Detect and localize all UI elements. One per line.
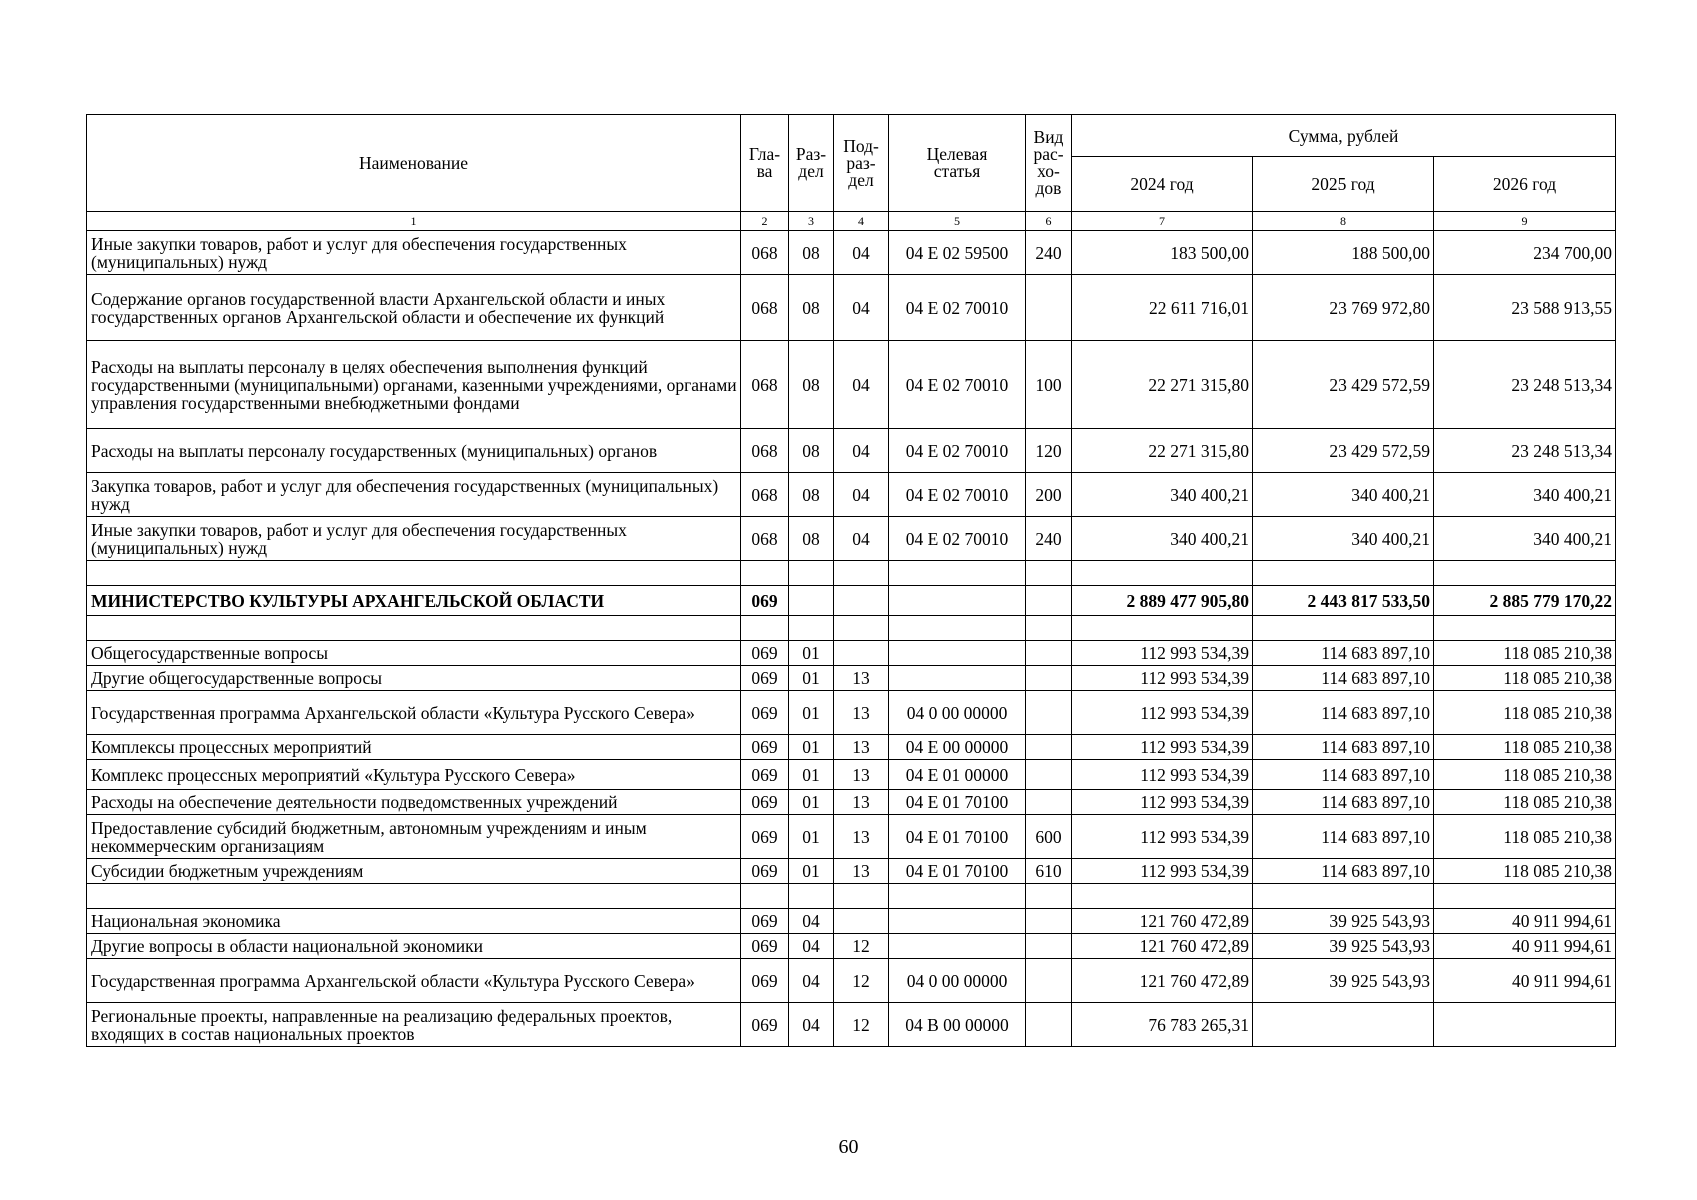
- table-row: [87, 1003, 1616, 1047]
- row-chapter: 068: [741, 473, 789, 517]
- table-row: [87, 909, 1616, 934]
- row-amount-2024: 2 889 477 905,80: [1072, 586, 1253, 616]
- row-section: 04: [789, 934, 834, 959]
- table-row: [87, 859, 1616, 884]
- row-name: Расходы на обеспечение деятельности подведомственных учреждений: [87, 790, 741, 815]
- row-name: Национальная экономика: [87, 909, 741, 934]
- row-name: Комплексы процессных мероприятий: [87, 735, 741, 760]
- row-section: 04: [789, 1003, 834, 1047]
- empty-cell: [87, 561, 741, 586]
- row-amount-2025: 188 500,00: [1253, 231, 1434, 275]
- header-chapter: Гла- ва: [741, 115, 789, 212]
- row-amount-2024: 112 993 534,39: [1072, 859, 1253, 884]
- row-amount-2025: 340 400,21: [1253, 473, 1434, 517]
- row-amount-2026: 118 085 210,38: [1434, 859, 1616, 884]
- row-subsection: 13: [834, 666, 889, 691]
- row-amount-2024: 340 400,21: [1072, 473, 1253, 517]
- row-name: Предоставление субсидий бюджетным, автономным учреждениям и иным некоммерческим организациям: [87, 815, 741, 859]
- table-body: [87, 231, 1616, 1047]
- row-section: 01: [789, 691, 834, 735]
- row-expense-type: [1026, 760, 1072, 790]
- row-amount-2024: 22 271 315,80: [1072, 429, 1253, 473]
- table-row: [87, 429, 1616, 473]
- row-expense-type: [1026, 790, 1072, 815]
- row-amount-2024: 112 993 534,39: [1072, 790, 1253, 815]
- empty-cell: [1434, 561, 1616, 586]
- row-chapter: 069: [741, 859, 789, 884]
- row-name: Расходы на выплаты персоналу в целях обеспечения выполнения функций государственными (муниципальными) органами, казенными учреждениями, органами управления государственными внебюджетными фондами: [87, 341, 741, 429]
- row-subsection: 13: [834, 691, 889, 735]
- row-expense-type: 100: [1026, 341, 1072, 429]
- row-subsection: 13: [834, 735, 889, 760]
- row-subsection: [834, 641, 889, 666]
- row-section: 08: [789, 429, 834, 473]
- header-sum: Сумма, рублей: [1072, 115, 1616, 157]
- row-amount-2026: 118 085 210,38: [1434, 790, 1616, 815]
- row-amount-2024: 22 271 315,80: [1072, 341, 1253, 429]
- row-chapter: 069: [741, 790, 789, 815]
- row-amount-2024: 112 993 534,39: [1072, 815, 1253, 859]
- row-subsection: 12: [834, 934, 889, 959]
- table-row: [87, 341, 1616, 429]
- row-name: Субсидии бюджетным учреждениям: [87, 859, 741, 884]
- row-chapter: 069: [741, 934, 789, 959]
- row-amount-2024: 183 500,00: [1072, 231, 1253, 275]
- ministry-row: [87, 586, 1616, 616]
- row-name: Региональные проекты, направленные на реализацию федеральных проектов, входящих в состав национальных проектов: [87, 1003, 741, 1047]
- row-amount-2026: 23 248 513,34: [1434, 341, 1616, 429]
- row-expense-type: [1026, 691, 1072, 735]
- column-number: 1: [87, 212, 741, 231]
- row-amount-2025: 23 769 972,80: [1253, 275, 1434, 341]
- row-amount-2024: 76 783 265,31: [1072, 1003, 1253, 1047]
- table-row: [87, 959, 1616, 1003]
- row-chapter: 069: [741, 760, 789, 790]
- row-section: 04: [789, 909, 834, 934]
- row-expense-type: 200: [1026, 473, 1072, 517]
- row-chapter: 068: [741, 341, 789, 429]
- row-section: 01: [789, 666, 834, 691]
- row-amount-2026: 40 911 994,61: [1434, 909, 1616, 934]
- row-subsection: 04: [834, 517, 889, 561]
- empty-cell: [1072, 616, 1253, 641]
- table-row: [87, 691, 1616, 735]
- row-section: 01: [789, 641, 834, 666]
- row-target-article: [889, 586, 1026, 616]
- empty-cell: [889, 616, 1026, 641]
- table-row: [87, 815, 1616, 859]
- empty-cell: [741, 884, 789, 909]
- empty-cell: [1253, 616, 1434, 641]
- row-chapter: 068: [741, 275, 789, 341]
- row-section: 01: [789, 735, 834, 760]
- row-amount-2025: 23 429 572,59: [1253, 341, 1434, 429]
- table-row: [87, 790, 1616, 815]
- empty-cell: [1253, 884, 1434, 909]
- row-name: Другие вопросы в области национальной экономики: [87, 934, 741, 959]
- row-target-article: 04 Е 02 70010: [889, 275, 1026, 341]
- table-row: [87, 517, 1616, 561]
- empty-cell: [1434, 616, 1616, 641]
- row-amount-2025: 23 429 572,59: [1253, 429, 1434, 473]
- row-target-article: 04 Е 00 00000: [889, 735, 1026, 760]
- empty-cell: [834, 884, 889, 909]
- row-section: 01: [789, 790, 834, 815]
- row-amount-2026: 40 911 994,61: [1434, 959, 1616, 1003]
- row-subsection: 04: [834, 473, 889, 517]
- column-number: 8: [1253, 212, 1434, 231]
- empty-cell: [741, 561, 789, 586]
- row-name: Государственная программа Архангельской области «Культура Русского Севера»: [87, 959, 741, 1003]
- row-expense-type: [1026, 666, 1072, 691]
- row-amount-2025: 39 925 543,93: [1253, 909, 1434, 934]
- row-amount-2024: 112 993 534,39: [1072, 760, 1253, 790]
- header-target-article: Целевая статья: [889, 115, 1026, 212]
- row-expense-type: [1026, 275, 1072, 341]
- row-amount-2026: 40 911 994,61: [1434, 934, 1616, 959]
- row-target-article: 04 Е 02 70010: [889, 429, 1026, 473]
- row-amount-2024: 112 993 534,39: [1072, 735, 1253, 760]
- row-section: 01: [789, 859, 834, 884]
- row-amount-2026: 118 085 210,38: [1434, 815, 1616, 859]
- row-target-article: 04 Е 02 70010: [889, 341, 1026, 429]
- spacer-row: [87, 561, 1616, 586]
- header-year-2026: 2026 год: [1434, 157, 1616, 212]
- row-amount-2026: 118 085 210,38: [1434, 735, 1616, 760]
- row-section: 01: [789, 815, 834, 859]
- row-amount-2025: 2 443 817 533,50: [1253, 586, 1434, 616]
- row-amount-2024: 112 993 534,39: [1072, 666, 1253, 691]
- row-expense-type: [1026, 934, 1072, 959]
- header-year-2024: 2024 год: [1072, 157, 1253, 212]
- row-chapter: 069: [741, 666, 789, 691]
- table-row: [87, 231, 1616, 275]
- row-amount-2024: 112 993 534,39: [1072, 691, 1253, 735]
- row-amount-2026: 234 700,00: [1434, 231, 1616, 275]
- table-row: [87, 934, 1616, 959]
- row-subsection: 12: [834, 1003, 889, 1047]
- page-number: 60: [838, 1136, 859, 1158]
- row-subsection: [834, 909, 889, 934]
- row-name: Иные закупки товаров, работ и услуг для обеспечения государственных (муниципальных) нужд: [87, 517, 741, 561]
- row-amount-2024: 340 400,21: [1072, 517, 1253, 561]
- row-chapter: 069: [741, 735, 789, 760]
- row-amount-2024: 121 760 472,89: [1072, 934, 1253, 959]
- header-section: Раз- дел: [789, 115, 834, 212]
- row-expense-type: [1026, 735, 1072, 760]
- row-name: Комплекс процессных мероприятий «Культура Русского Севера»: [87, 760, 741, 790]
- header-subsection: Под- раз- дел: [834, 115, 889, 212]
- row-chapter: 068: [741, 429, 789, 473]
- row-section: 08: [789, 473, 834, 517]
- row-subsection: 04: [834, 275, 889, 341]
- column-number: 5: [889, 212, 1026, 231]
- table-row: [87, 735, 1616, 760]
- row-amount-2026: 118 085 210,38: [1434, 760, 1616, 790]
- row-amount-2024: 121 760 472,89: [1072, 959, 1253, 1003]
- row-amount-2025: 114 683 897,10: [1253, 666, 1434, 691]
- row-name: Расходы на выплаты персоналу государственных (муниципальных) органов: [87, 429, 741, 473]
- empty-cell: [834, 561, 889, 586]
- row-amount-2025: 114 683 897,10: [1253, 815, 1434, 859]
- row-expense-type: [1026, 586, 1072, 616]
- row-chapter: 069: [741, 586, 789, 616]
- column-number: 9: [1434, 212, 1616, 231]
- empty-cell: [789, 616, 834, 641]
- row-amount-2026: 118 085 210,38: [1434, 666, 1616, 691]
- row-target-article: 04 Е 02 70010: [889, 473, 1026, 517]
- column-number: 7: [1072, 212, 1253, 231]
- row-expense-type: [1026, 959, 1072, 1003]
- budget-table: [86, 114, 1616, 1047]
- row-amount-2026: 118 085 210,38: [1434, 691, 1616, 735]
- row-expense-type: [1026, 641, 1072, 666]
- row-expense-type: [1026, 1003, 1072, 1047]
- row-section: 08: [789, 231, 834, 275]
- row-amount-2024: 121 760 472,89: [1072, 909, 1253, 934]
- row-subsection: 13: [834, 790, 889, 815]
- row-subsection: [834, 586, 889, 616]
- row-amount-2026: 2 885 779 170,22: [1434, 586, 1616, 616]
- row-target-article: [889, 666, 1026, 691]
- row-target-article: 04 0 00 00000: [889, 959, 1026, 1003]
- row-chapter: 069: [741, 909, 789, 934]
- column-number: 4: [834, 212, 889, 231]
- row-amount-2026: 340 400,21: [1434, 473, 1616, 517]
- column-number-row: [87, 212, 1616, 231]
- row-chapter: 069: [741, 959, 789, 1003]
- row-amount-2025: 39 925 543,93: [1253, 959, 1434, 1003]
- header-year-2025: 2025 год: [1253, 157, 1434, 212]
- empty-cell: [889, 884, 1026, 909]
- row-expense-type: 120: [1026, 429, 1072, 473]
- row-chapter: 068: [741, 231, 789, 275]
- row-name: Закупка товаров, работ и услуг для обеспечения государственных (муниципальных) нужд: [87, 473, 741, 517]
- row-name: Иные закупки товаров, работ и услуг для обеспечения государственных (муниципальных) нужд: [87, 231, 741, 275]
- row-amount-2025: 340 400,21: [1253, 517, 1434, 561]
- row-section: 04: [789, 959, 834, 1003]
- empty-cell: [789, 561, 834, 586]
- header-name: Наименование: [87, 115, 741, 212]
- row-subsection: 13: [834, 815, 889, 859]
- table-row: [87, 473, 1616, 517]
- table-row: [87, 641, 1616, 666]
- row-amount-2025: 114 683 897,10: [1253, 641, 1434, 666]
- row-amount-2025: 114 683 897,10: [1253, 691, 1434, 735]
- row-amount-2025: 114 683 897,10: [1253, 760, 1434, 790]
- header-expense-type: Вид рас- хо- дов: [1026, 115, 1072, 212]
- row-section: [789, 586, 834, 616]
- empty-cell: [1026, 616, 1072, 641]
- row-target-article: 04 Е 02 59500: [889, 231, 1026, 275]
- row-name: Другие общегосударственные вопросы: [87, 666, 741, 691]
- row-subsection: 04: [834, 429, 889, 473]
- row-target-article: 04 Е 01 00000: [889, 760, 1026, 790]
- row-amount-2026: [1434, 1003, 1616, 1047]
- row-amount-2026: 340 400,21: [1434, 517, 1616, 561]
- row-chapter: 069: [741, 641, 789, 666]
- row-target-article: 04 Е 02 70010: [889, 517, 1026, 561]
- column-number: 3: [789, 212, 834, 231]
- row-expense-type: 600: [1026, 815, 1072, 859]
- row-name: Государственная программа Архангельской области «Культура Русского Севера»: [87, 691, 741, 735]
- row-section: 08: [789, 341, 834, 429]
- row-expense-type: 240: [1026, 231, 1072, 275]
- row-amount-2024: 112 993 534,39: [1072, 641, 1253, 666]
- row-subsection: 13: [834, 859, 889, 884]
- empty-cell: [1253, 561, 1434, 586]
- row-target-article: 04 Е 01 70100: [889, 815, 1026, 859]
- table-row: [87, 275, 1616, 341]
- row-chapter: 069: [741, 1003, 789, 1047]
- row-amount-2025: 114 683 897,10: [1253, 859, 1434, 884]
- row-expense-type: [1026, 909, 1072, 934]
- empty-cell: [1434, 884, 1616, 909]
- row-amount-2026: 23 248 513,34: [1434, 429, 1616, 473]
- row-name: МИНИСТЕРСТВО КУЛЬТУРЫ АРХАНГЕЛЬСКОЙ ОБЛАСТИ: [87, 586, 741, 616]
- row-target-article: 04 Е 01 70100: [889, 859, 1026, 884]
- row-target-article: 04 Е 01 70100: [889, 790, 1026, 815]
- table-row: [87, 666, 1616, 691]
- row-expense-type: 610: [1026, 859, 1072, 884]
- row-target-article: [889, 934, 1026, 959]
- empty-cell: [741, 616, 789, 641]
- row-subsection: 13: [834, 760, 889, 790]
- row-chapter: 068: [741, 517, 789, 561]
- row-chapter: 069: [741, 815, 789, 859]
- row-section: 08: [789, 275, 834, 341]
- row-subsection: 04: [834, 341, 889, 429]
- row-target-article: 04 В 00 00000: [889, 1003, 1026, 1047]
- empty-cell: [87, 884, 741, 909]
- empty-cell: [889, 561, 1026, 586]
- empty-cell: [834, 616, 889, 641]
- row-amount-2025: [1253, 1003, 1434, 1047]
- row-chapter: 069: [741, 691, 789, 735]
- column-number: 2: [741, 212, 789, 231]
- spacer-row: [87, 616, 1616, 641]
- row-amount-2024: 22 611 716,01: [1072, 275, 1253, 341]
- empty-cell: [1026, 561, 1072, 586]
- row-amount-2026: 23 588 913,55: [1434, 275, 1616, 341]
- empty-cell: [1026, 884, 1072, 909]
- row-expense-type: 240: [1026, 517, 1072, 561]
- empty-cell: [87, 616, 741, 641]
- empty-cell: [1072, 884, 1253, 909]
- row-name: Содержание органов государственной власти Архангельской области и иных государственных органов Архангельской области и обеспечение их функций: [87, 275, 741, 341]
- row-subsection: 04: [834, 231, 889, 275]
- row-target-article: [889, 909, 1026, 934]
- row-target-article: 04 0 00 00000: [889, 691, 1026, 735]
- row-section: 01: [789, 760, 834, 790]
- row-amount-2025: 114 683 897,10: [1253, 735, 1434, 760]
- row-name: Общегосударственные вопросы: [87, 641, 741, 666]
- table-row: [87, 760, 1616, 790]
- empty-cell: [1072, 561, 1253, 586]
- row-amount-2025: 39 925 543,93: [1253, 934, 1434, 959]
- row-amount-2026: 118 085 210,38: [1434, 641, 1616, 666]
- spacer-row: [87, 884, 1616, 909]
- column-number: 6: [1026, 212, 1072, 231]
- row-target-article: [889, 641, 1026, 666]
- row-amount-2025: 114 683 897,10: [1253, 790, 1434, 815]
- row-subsection: 12: [834, 959, 889, 1003]
- empty-cell: [789, 884, 834, 909]
- row-section: 08: [789, 517, 834, 561]
